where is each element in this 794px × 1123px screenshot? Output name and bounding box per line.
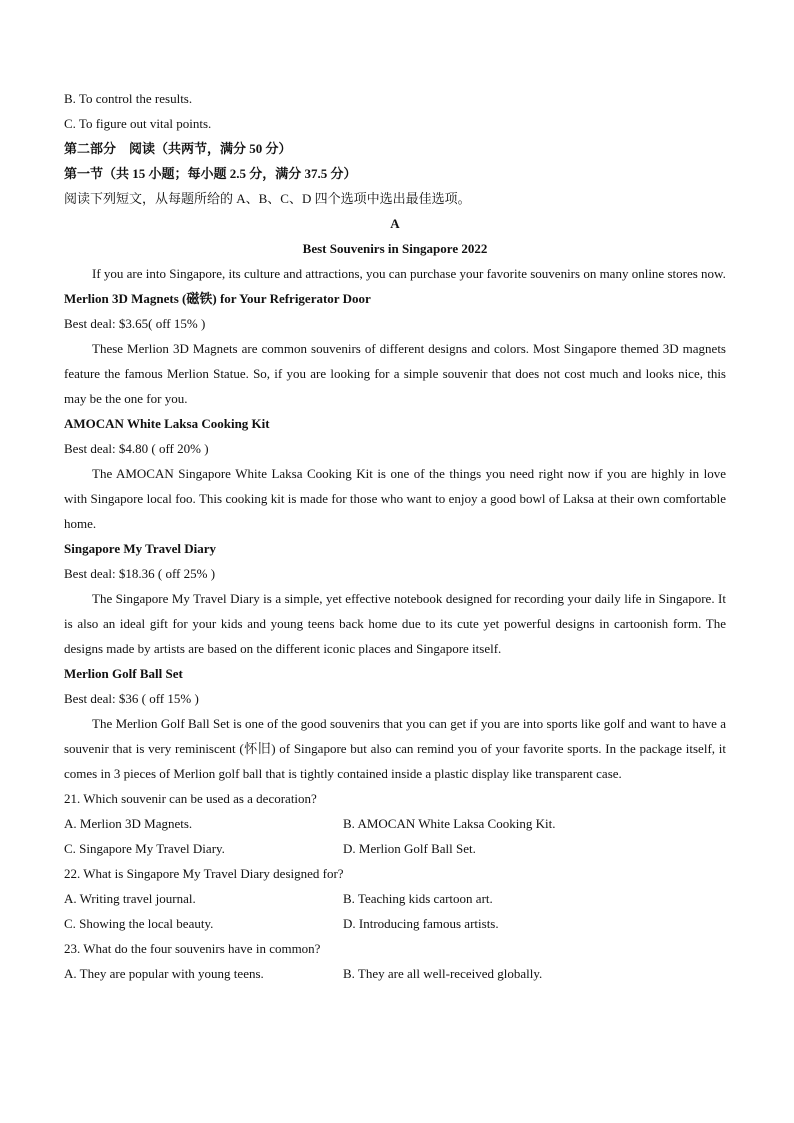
souvenir-description: The Merlion Golf Ball Set is one of the good souvenirs that you can get if you are into sports like golf and want to have a souvenir that is very reminiscent (怀旧) of Singapore but also can remind you of your favorite sports. In the package itself, it comes in 3 pieces of Merlion golf ball that is tightly contained inside a plastic display like transparent case. (64, 716, 726, 781)
question-stem: 23. What do the four souvenirs have in common? (64, 941, 321, 956)
passage-intro: If you are into Singapore, its culture and attractions, you can purchase your favorite souvenirs on many online stores now. (92, 266, 726, 281)
option-a: A. Merlion 3D Magnets. (64, 816, 193, 831)
souvenir-description: These Merlion 3D Magnets are common souvenirs of different designs and colors. Most Singapore themed 3D magnets feature the famous Merlion Statue. So, if you are looking for a simple souvenir that does not cost much and looks nice, this may be the one for you. (64, 341, 726, 406)
souvenir-name: Merlion Golf Ball Set (64, 666, 183, 681)
option-b: B. AMOCAN White Laksa Cooking Kit. (343, 816, 556, 831)
section-heading: 第一节（共 15 小题；每小题 2.5 分，满分 37.5 分） (64, 166, 357, 181)
souvenir-name: Singapore My Travel Diary (64, 541, 217, 556)
souvenir-deal: Best deal: $4.80 ( off 20% ) (64, 441, 209, 456)
option-b: B. Teaching kids cartoon art. (343, 891, 493, 906)
previous-option-c: C. To figure out vital points. (64, 116, 212, 131)
option-d: D. Merlion Golf Ball Set. (343, 841, 476, 856)
souvenir-deal: Best deal: $18.36 ( off 25% ) (64, 566, 216, 581)
part-heading: 第二部分 阅读（共两节，满分 50 分） (64, 141, 292, 156)
souvenir-item (64, 661, 726, 786)
passage-letter: A (390, 216, 400, 231)
souvenir-item (64, 536, 726, 661)
question-stem: 22. What is Singapore My Travel Diary designed for? (64, 866, 344, 881)
option-a: A. Writing travel journal. (64, 891, 196, 906)
previous-option-b: B. To control the results. (64, 91, 193, 106)
option-d: D. Introducing famous artists. (343, 916, 499, 931)
question-21 (64, 786, 726, 861)
question-stem: 21. Which souvenir can be used as a decoration? (64, 791, 317, 806)
option-c: C. Showing the local beauty. (64, 916, 214, 931)
souvenir-description: The Singapore My Travel Diary is a simple, yet effective notebook designed for recording your daily life in Singapore. It is also an ideal gift for your kids and young teens back home due to its cute yet powerful designs in cartoonish form. The designs made by artists are based on the different iconic places and Singapore itself. (64, 591, 726, 656)
passage-title: Best Souvenirs in Singapore 2022 (302, 241, 488, 256)
souvenir-deal: Best deal: $36 ( off 15% ) (64, 691, 199, 706)
souvenir-description: The AMOCAN Singapore White Laksa Cooking Kit is one of the things you need right now if you are highly in love with Singapore local foo. This cooking kit is made for those who want to enjoy a good bowl of Laksa at their own comfortable home. (64, 466, 726, 531)
question-22 (64, 861, 726, 936)
option-c: C. Singapore My Travel Diary. (64, 841, 225, 856)
exam-page (64, 86, 726, 986)
souvenir-item (64, 286, 726, 411)
souvenir-name: Merlion 3D Magnets (磁铁) for Your Refrigerator Door (64, 291, 371, 306)
souvenir-deal: Best deal: $3.65( off 15% ) (64, 316, 206, 331)
instructions: 阅读下列短文，从每题所给的 A、B、C、D 四个选项中选出最佳选项。 (64, 191, 471, 206)
souvenir-name: AMOCAN White Laksa Cooking Kit (64, 416, 270, 431)
question-23 (64, 936, 726, 986)
option-b: B. They are all well-received globally. (343, 966, 543, 981)
souvenir-item (64, 411, 726, 536)
option-a: A. They are popular with young teens. (64, 966, 264, 981)
